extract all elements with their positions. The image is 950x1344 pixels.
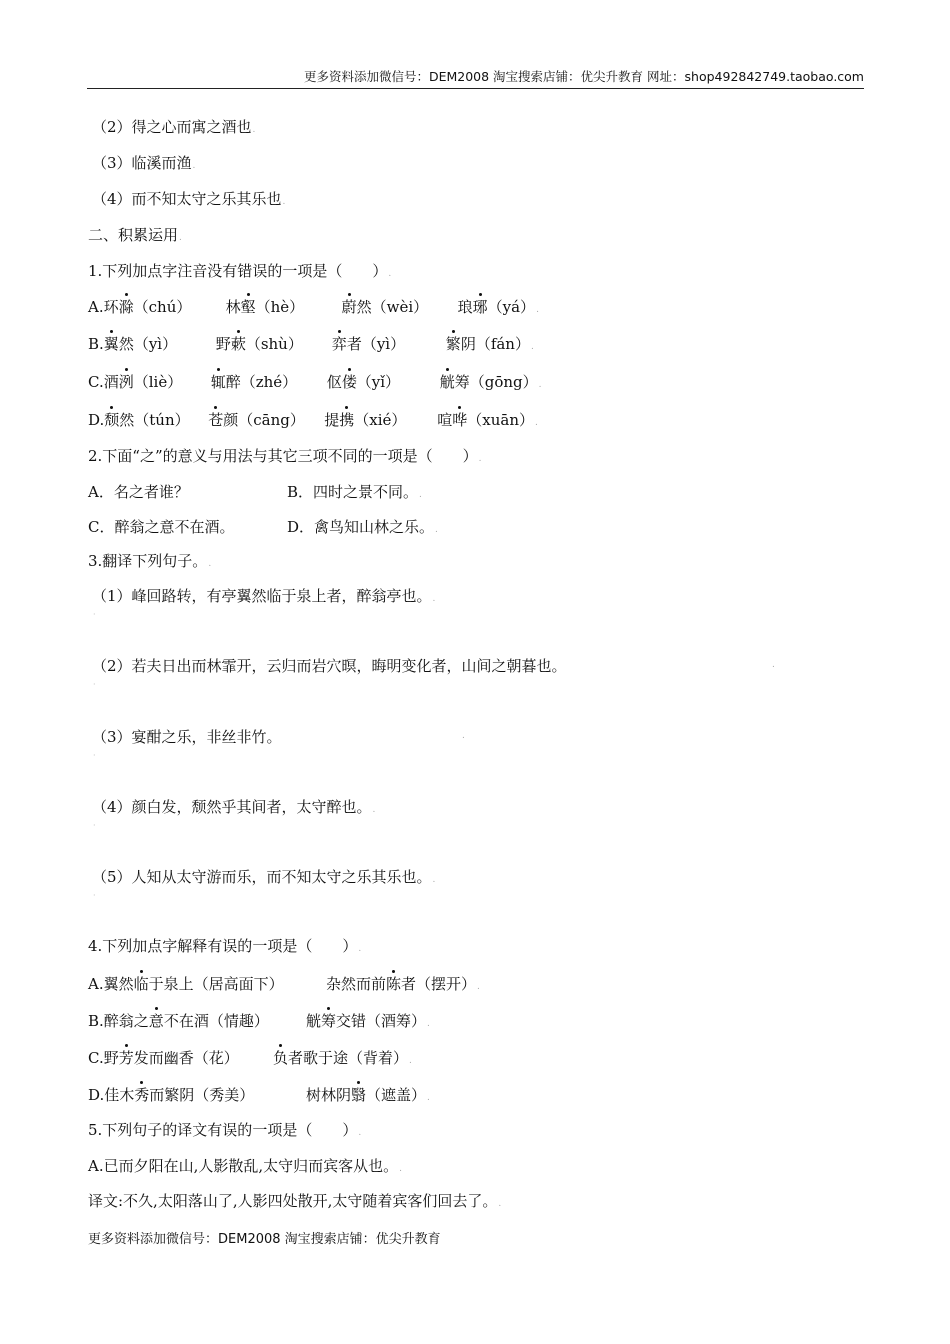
q2-options-ab: A．名之者谁？ B．四时之景不同。. [88,483,422,501]
top-item-3: （3）临溪而渔. [92,154,196,172]
q4-option-c: C.野芳发而幽香（花） 负者歌于途（背着）. [88,1049,412,1067]
q2-option-d: D．禽鸟知山林之乐。 [287,518,435,536]
q3-stem: 3.翻译下列句子。. [88,552,212,570]
q2-option-b: B．四时之景不同。 [287,483,419,501]
q1-option-b: B.翼然（yì） 野蔌（shù） 弈者（yì） 繁阴（fán）. [88,335,534,353]
answer-space-2: · [93,680,96,689]
q4-option-d: D.佳木秀而繁阴（秀美） 树林阴翳（遮盖）. [88,1086,430,1104]
answer-space-5: · [93,891,96,900]
q2-stem: 2.下面“之”的意义与用法与其它三项不同的一项是（ ）. [88,447,482,465]
q4-option-a: A.翼然临于泉上（居高面下） 杂然而前陈者（摆开）. [88,975,480,993]
q1-option-d: D.颓然（tún） 苍颜（cāng） 提携（xié） 喧哗（xuān）. [88,411,538,429]
q5-stem: 5.下列句子的译文有误的一项是（ ）. [88,1121,362,1139]
q1-stem: 1.下列加点字注音没有错误的一项是（ ）. [88,262,392,280]
answer-space-1: · [93,610,96,619]
q4-stem: 4.下列加点字解释有误的一项是（ ）. [88,937,362,955]
q3-item-4: （4）颜白发，颓然乎其间者，太守醉也。. [92,798,376,816]
q2-option-c: C．醉翁之意不在酒。 [88,518,235,536]
answer-space-3: · [93,751,96,760]
page-header: 更多资料添加微信号：DEM2008 淘宝搜索店铺：优尖升教育 网址：shop492842749.taobao.com [87,68,864,89]
answer-space-4: · [93,821,96,830]
q3-item-3: （3）宴酣之乐，非丝非竹。 [92,728,282,746]
top-item-2: （2）得之心而寓之酒也. [92,118,256,136]
q5-option-a-translation: 译文:不久,太阳落山了,人影四处散开,太守随着宾客们回去了。. [88,1192,502,1210]
q1-option-c: C.酒洌（liè） 辄醉（zhé） 伛偻（yǐ） 觥筹（gōng）. [88,373,542,391]
line-end-mark: . [772,660,775,670]
q2-options-cd: C．醉翁之意不在酒。 D．禽鸟知山林之乐。. [88,518,438,536]
top-item-4: （4）而不知太守之乐其乐也. [92,190,286,208]
line-end-mark: . [462,731,465,741]
q1-option-a: A.环滁（chú） 林壑（hè） 蔚然（wèi） 琅琊（yá）. [88,298,539,316]
q4-option-b: B.醉翁之意不在酒（情趣） 觥筹交错（酒筹）. [88,1012,430,1030]
q3-item-5: （5）人知从太守游而乐，而不知太守之乐其乐也。. [92,868,436,886]
q3-item-1: （1）峰回路转，有亭翼然临于泉上者，醉翁亭也。. [92,587,436,605]
q3-item-2: （2）若夫日出而林霏开，云归而岩穴暝，晦明变化者，山间之朝暮也。 [92,657,567,675]
q2-option-a: A．名之者谁？ [88,483,189,501]
section2-title: 二、积累运用. [88,226,182,244]
q5-option-a: A.已而夕阳在山,人影散乱,太守归而宾客从也。. [88,1157,403,1175]
page-footer: 更多资料添加微信号：DEM2008 淘宝搜索店铺：优尖升教育 [88,1232,441,1247]
